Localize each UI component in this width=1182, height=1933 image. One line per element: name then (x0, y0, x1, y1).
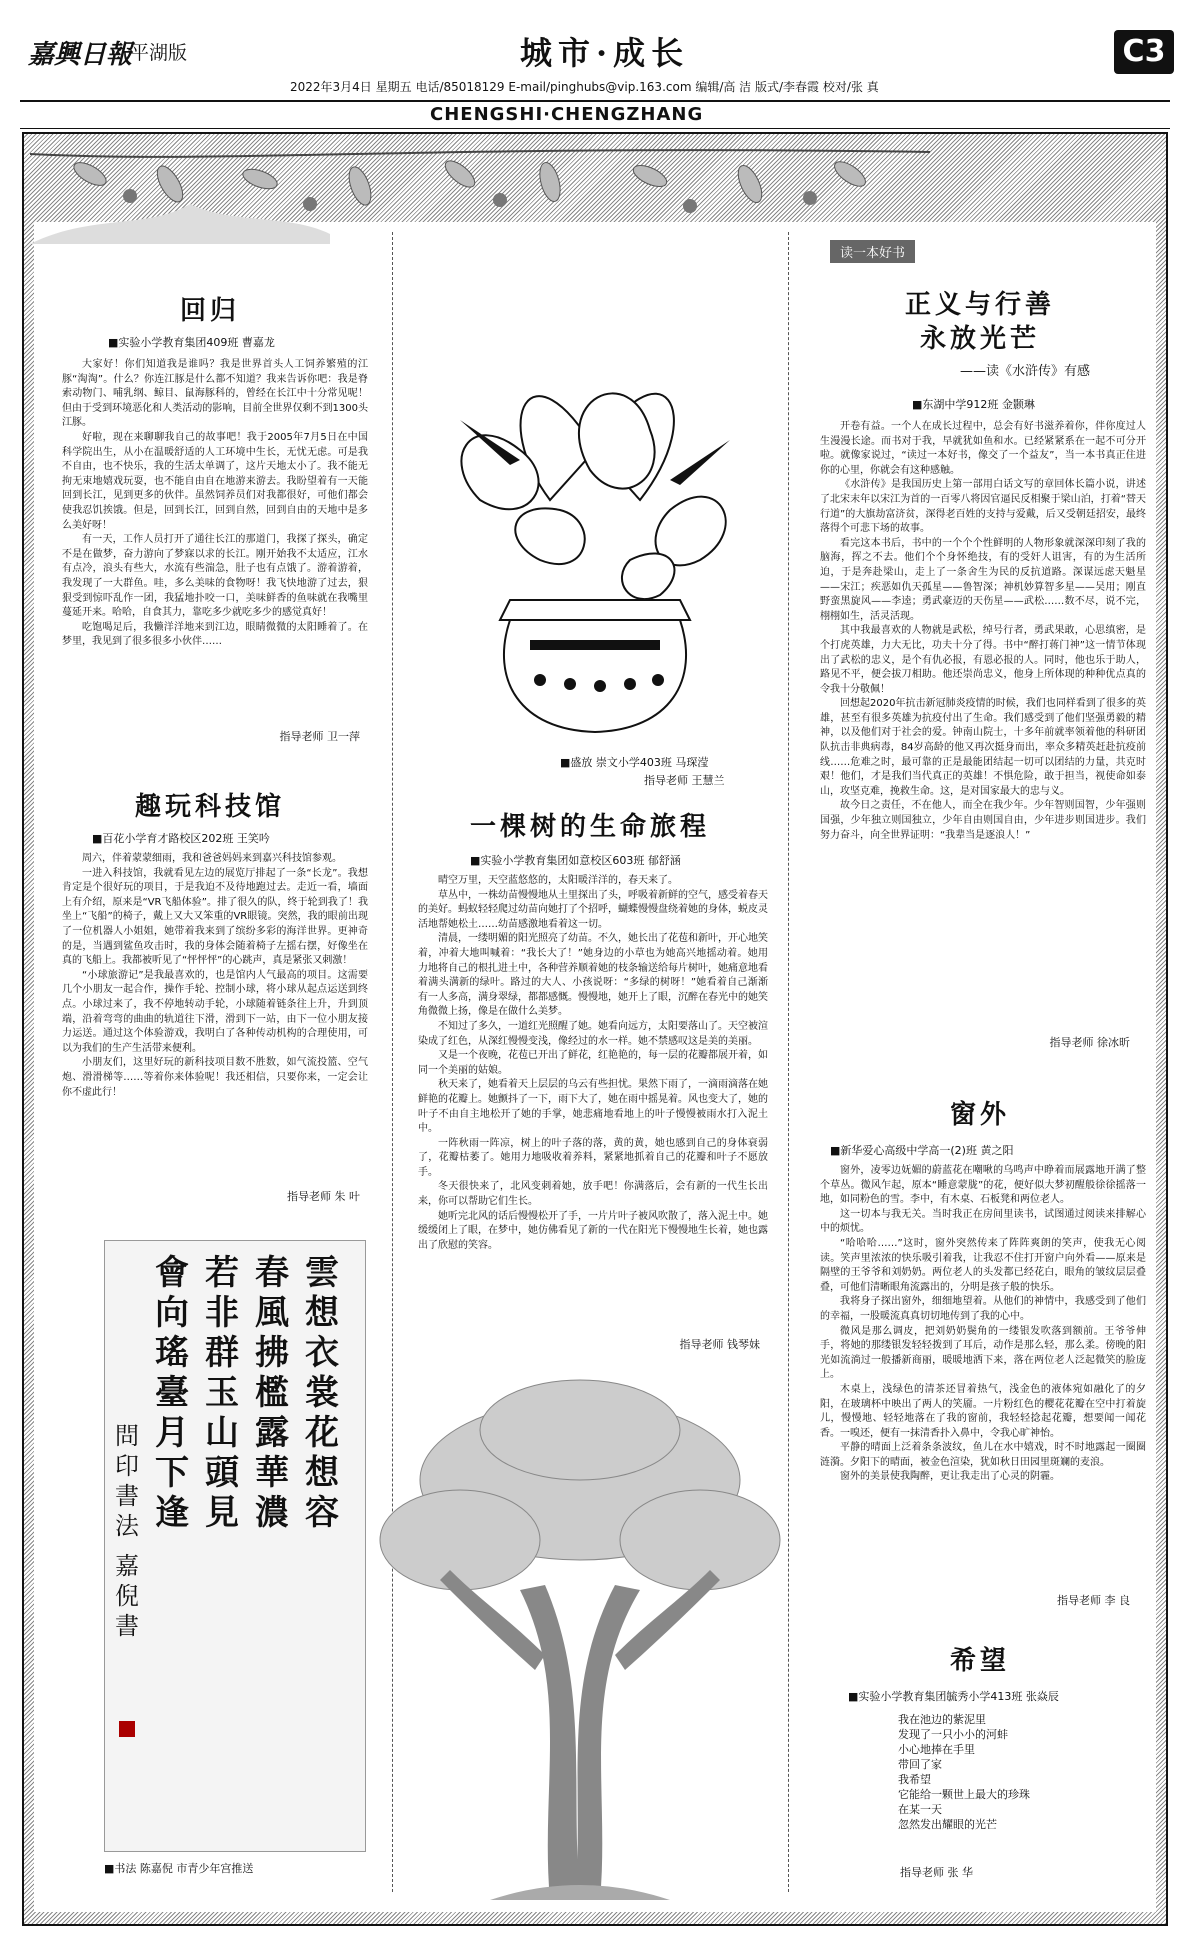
paragraph: 木桌上，浅绿色的清茶还冒着热气，浅金色的液体宛如融化了的夕阳，在玻璃杯中映出了两人的笑靥。一片粉红色的樱花花瓣在空中打着旋儿，慢慢地、轻轻地落在了我的窗前，我轻轻捻起花瓣，想要闻一闻花香。一嗅还，便有一抹清香扑入鼻中，令我心旷神怡。 (820, 1383, 1146, 1439)
article-teacher: 指导老师 李 良 (1057, 1594, 1130, 1607)
article-teacher: 指导老师 钱琴妹 (679, 1338, 760, 1351)
article-byline: ■实验小学教育集团如意校区603班 郁舒涵 (470, 854, 681, 867)
calligraphy-column: 春風拂檻露華濃 (255, 1253, 289, 1533)
poem-line: 忽然发出耀眼的光芒 (898, 1818, 997, 1831)
calligraphy-column: 雲想衣裳花想容 (305, 1253, 339, 1533)
masthead-meta: 2022年3月4日 星期五 电话/85018129 E-mail/pinghubs@vip.163.com 编辑/高 洁 版式/李春霞 校对/张 真 (290, 80, 879, 94)
poem-line: 我希望 (898, 1773, 931, 1786)
paragraph: 大家好！你们知道我是谁吗？我是世界首头人工饲养繁殖的江豚“淘淘”。什么？你连江豚是什么都不知道？我来告诉你吧：我是脊索动物门、哺乳纲、鲸目、鼠海豚科的，曾经在长江中十分常见呢！但由于受到环境恶化和人类活动的影响，目前全世界仅剩不到1300头江豚。 (62, 359, 368, 429)
paragraph: 清晨，一缕明媚的阳光照亮了幼苗。不久，她长出了花苞和新叶，开心地笑着，冲着大地叫喊着：“我长大了！”她身边的小草也为她高兴地摇动着。她用力地将自己的根扎进土中，各种营养顺着她的枝条输送给每片树叶，她痛意地看着满头满新的绿叶。路过的大人、小孩说呀：“多绿的树呀！”她看着自己渐渐有一人多高，满身翠绿，都都感慨。慢慢地，她开上了眼，沉醉在春光中的她笑角微微上扬，像是在做什么美梦。 (418, 933, 768, 1018)
section-pinyin: CHENGSHI·CHENGZHANG (430, 104, 704, 125)
branch-decoration-icon (30, 134, 930, 244)
paragraph: 故今日之责任，不在他人，而全在我少年。少年智则国智，少年强则国强，少年独立则国独立，少年自由则国自由，少年进步则国进步。我们努力奋斗，向全世界证明：“我辈当是逐浪人！” (820, 800, 1146, 841)
paragraph: 窗外的美景使我陶醉，更让我走出了心灵的阴霾。 (840, 1471, 1060, 1483)
drawing-caption: ■盛放 崇文小学403班 马琛滢 (560, 756, 709, 769)
poem-line: 它能给一颗世上最大的珍珠 (898, 1788, 1030, 1801)
paragraph: 好啦，现在来聊聊我自己的故事吧！我于2005年7月5日在中国科学院出生，从小在温暖舒适的人工环境中生长，无忧无虑。可是我不自由，也不快乐，我的生活太单调了，这片天地太小了。我不能无拘无束地嬉戏玩耍，也不能自由自在地游来游去。我盼望着有一天能回到长江，见到更多的伙伴。虽然饲养员们对我都很好，可他们都会使我忍饥挨饿。但是，回到长江，回到自然，回到自由的天地中是多么美好呀！ (62, 431, 368, 531)
article-teacher: 指导老师 徐冰昕 (1049, 1036, 1130, 1049)
header-rule-thin (20, 128, 1170, 129)
calligraphy-column: 若非群玉山頭見 (205, 1253, 239, 1533)
header-rule (20, 100, 1170, 102)
paragraph: 开卷有益。一个人在成长过程中，总会有好书滋养着你，伴你度过人生漫漫长途。而书对于我，早就犹如鱼和水。已经紧紧系在一起不可分开啦。就像家说过，“读过一本好书，像交了一个益友”，当一本书真正住进你的心里，你就会有这种感触。 (820, 421, 1146, 476)
paragraph: 回想起2020年抗击新冠肺炎疫情的时候，我们也同样看到了很多的英雄，甚至有很多英雄为抗疫付出了生命。我们感受到了他们坚强勇毅的精神，以及他们对于社会的爱。钟南山院士，十多年前就率领着他的科研团队抗击非典病毒，84岁高龄的他又再次挺身而出，率众多精英赶赴抗疫前线……危难之时，最可靠的正是最能团结起一切可以团结的力量，共克时艰！他们，才是我们当代真正的英雄！不惧危险，敢于担当，视使命如泰山，攻坚克难，挽救生命。这，是对国家最大的忠与义。 (820, 698, 1146, 797)
paragraph: 这一切本与我无关。当时我正在房间里读书，试图通过阅读来排解心中的烦忧。 (820, 1208, 1146, 1235)
article-body (820, 420, 1146, 843)
article-title: 趣玩科技馆 (134, 792, 285, 822)
article-teacher: 指导老师 张 华 (900, 1866, 973, 1879)
poem-line: 小心地捧在手里 (898, 1743, 975, 1756)
paragraph: 微风是那么调皮，把刘奶奶鬓角的一缕银发吹落到额前。王爷爷伸手，将她的那缕银发轻轻拨到了耳后，动作是那么轻，那么柔。傍晚的阳光如流淌过一般播新商丽，暖暖地洒下来，落在两位老人泛起微笑的脸庞上。 (820, 1325, 1146, 1381)
calligraphy-artwork (104, 1240, 366, 1852)
calligraphy-signature: 嘉倪書 (115, 1552, 139, 1640)
article-body (62, 852, 368, 1100)
article-body (418, 874, 768, 1253)
article-byline: ■百花小学育才路校区202班 王笑吟 (92, 832, 270, 845)
paragraph: 《水浒传》是我国历史上第一部用白话文写的章回体长篇小说，讲述了北宋末年以宋江为首的一百零八将因官逼民反相聚于梁山泊，打着“替天行道”的大旗劫富济贫，深得老百姓的支持与爱戴，后又受朝廷招安，最终落得个可悲下场的故事。 (820, 479, 1146, 535)
paragraph: 不知过了多久，一道红光照醒了她。她看向远方，太阳要落山了。天空被渲染成了红色，从深红慢慢变浅，像经过的水一样。她不禁感叹这是美的美丽。 (418, 1020, 768, 1047)
paragraph: 小朋友们，这里好玩的新科技项目数不胜数，如气流投篮、空气炮、滑滑梯等……等着你来体验呢！我还相信，只要你来，一定会让你不虚此行！ (62, 1057, 368, 1098)
paragraph: 一进入科技馆，我就看见左边的展览厅排起了一条“长龙”。我想肯定是个很好玩的项目，于是我迫不及待地跑过去。走近一看，墙面上有介绍，原来是“VR飞船体验”。排了很久的队，终于轮到我了！我坐上“飞船”的椅子，戴上又大又笨重的VR眼镜。突然，我的眼前出现了一位机器人小姐姐，她带着我来到了缤纷多彩的海洋世界。更神奇的是，当遇到鲨鱼攻击时，我的身体会随着椅子左摇右摆，好像坐在真的飞船上。我都被听见了“怦怦怦”的心跳声，真是紧张又刺激！ (62, 867, 368, 967)
paragraph: 一阵秋雨一阵凉，树上的叶子落的落，黄的黄，她也感到自己的身体衰弱了，花瓣枯萎了。她用力地吸收着养料，紧紧地抓着自己的花瓣和叶子不愿放手。 (418, 1137, 768, 1178)
article-subtitle: ——读《水浒传》有感 (960, 364, 1091, 379)
article-body (62, 358, 368, 650)
calligraphy-signature: 問印書法 (115, 1422, 139, 1540)
edition-label: 平湖版 (130, 42, 188, 64)
paragraph: 吃饱喝足后，我懒洋洋地来到江边，眼睛微微的太阳睡着了。在梦里，我见到了很多很多小伙伴…… (62, 621, 368, 648)
column-tag: 读一本好书 (830, 240, 915, 263)
paragraph: 我将身子探出窗外，细细地望着。从他们的神情中，我感受到了他们的幸福，一股暖流真真切切地传到了我的心中。 (820, 1296, 1146, 1322)
paragraph: 草丛中，一株幼苗慢慢地从土里探出了头，呼吸着新鲜的空气，感受着春天的美好。蚂蚁轻轻爬过幼苗向她打了个招呼，蝴蝶慢慢盘绕着她的身体，蜕皮灵活地帮她松土……幼苗感激地看着这一切。 (418, 889, 768, 930)
article-title: 一棵树的生命旅程 (469, 812, 710, 842)
article-byline: ■东湖中学912班 金颢琳 (912, 398, 1035, 411)
article-byline: ■实验小学教育集团毓秀小学413班 张焱辰 (848, 1690, 1059, 1703)
article-title: 希望 (949, 1646, 1010, 1676)
paragraph: 晴空万里，天空蓝悠悠的，太阳暖洋洋的，春天来了。 (438, 875, 678, 886)
drawing-teacher: 指导老师 王慧兰 (644, 774, 725, 787)
poem-line: 在某一天 (898, 1803, 942, 1816)
article-teacher: 指导老师 卫一萍 (279, 730, 360, 743)
paragraph: 有一天，工作人员打开了通往长江的那道门，我探了探头，确定不是在做梦，奋力游向了梦寐以求的长江。刚开始我不太适应，江水有点冷，浪头有些大，水流有些湍急，肚子也有点饿了。游着游着，我发现了一大群鱼。哇，多么美味的食物呀！我飞快地游了过去，狠狠受到惊吓乱作一团，我猛地扑咬一口，美味鲜香的鱼味就在我嘴里蔓延开来。哈哈，自食其力，靠吃多少就吃多少的感觉真好！ (62, 534, 368, 619)
article-title: 窗外 (949, 1100, 1010, 1130)
poem-body (898, 1712, 1138, 1832)
paragraph: 其中我最喜欢的人物就是武松，绰号行者，勇武果敢，心思缜密，是个打虎英雄，力大无比，功夫十分了得。书中“醉打蒋门神”这一情节体现出了武松的忠义，是个有仇必报，有恩必报的人。同时，他也乐于助人，路见不平，便会拔刀相助。他还崇尚忠义，他身上所体现的种种优点真的令我十分敬佩！ (820, 625, 1146, 695)
paragraph: “哈哈哈……”这时，窗外突然传来了阵阵爽朗的笑声，使我无心阅读。笑声里浓浓的快乐吸引着我，让我忍不住打开窗户向外看——原来是隔壁的王爷爷和刘奶奶。两位老人的头发都已经花白，眼角的皱纹层层叠叠，可他们清晰眼角流露出的，分明是孩子般的快乐。 (820, 1237, 1146, 1293)
paragraph: 周六，伴着蒙蒙细雨，我和爸爸妈妈来到嘉兴科技馆参观。 (82, 853, 342, 864)
flower-vase-drawing-icon (430, 300, 760, 740)
article-title: 回归 (179, 296, 240, 326)
paragraph: 平静的晴面上泛着条条波纹，鱼儿在水中嬉戏，时不时地露起一圈圈涟漪。夕阳下的晴面，被金色渲染，犹如秋日田园里斑斓的麦浪。 (820, 1442, 1146, 1468)
tree-illustration-icon (370, 1370, 790, 1910)
article-teacher: 指导老师 朱 叶 (287, 1190, 360, 1203)
paragraph: 秋天来了，她看着天上层层的乌云有些担忧。果然下雨了，一滴雨滴落在她鲜艳的花瓣上。她颤抖了一下，雨下大了，她在雨中摇晃着。风也变大了，她的叶子不由自主地松开了她的手掌，她悲痛地看地上的叶子慢慢被雨水打入泥土中。 (418, 1079, 768, 1135)
seal-stamp-icon (119, 1721, 135, 1737)
calligraphy-caption: ■书法 陈嘉倪 市青少年宫推送 (104, 1862, 254, 1875)
poem-line: 发现了一只小小的河蚌 (898, 1728, 1008, 1741)
paragraph: 冬天很快来了，北风变刺着她，放手吧！你满落后，会有新的一代生长出来，你可以帮助它们生长。 (418, 1181, 768, 1208)
article-title: 永放光芒 (919, 324, 1040, 354)
paragraph: 又是一个夜晚，花苞已开出了鲜花，红艳艳的，每一层的花瓣都展开着，如同一个美丽的姑娘。 (418, 1050, 768, 1076)
paragraph: 她听完北风的话后慢慢松开了手，一片片叶子被风吹散了，落入泥土中。她缓缓闭上了眼，在梦中，她仿佛看见了新的一代在阳光下慢慢地生长着，她也露出了欣慰的笑容。 (418, 1210, 768, 1251)
paragraph: 看完这本书后，书中的一个个个性鲜明的人物形象就深深印刻了我的脑海，挥之不去。他们个个身怀绝技，有的受奸人诅害，有的为生活所迫，于是奔赴梁山，走上了一条舍生为民的反抗道路。深谋远虑天魁星——宋江；疾恶如仇天孤星——鲁智深；神机妙算智多星——吴用；刚直野蛮黑旋风——李逵；勇武豪迈的天伤星——武松……数不尽，说不完，栩栩如生，活灵活现。 (820, 537, 1146, 622)
newspaper-logo: 嘉興日報 (28, 40, 133, 70)
article-body (820, 1164, 1146, 1485)
article-title: 正义与行善 (904, 290, 1055, 320)
article-byline: ■新华爱心高级中学高一(2)班 黄之阳 (830, 1144, 1014, 1157)
page-number-badge: C3 (1114, 30, 1174, 74)
paragraph: 窗外，凌零边妩媚的蔚蓝花在嘲啾的乌鸣声中睁着而展露地开满了整个草丛。微风乍起，原本“睡意蒙胧”的花，便好似大梦初醒般徐徐摇落一地，如同粉色的雪。李中，有木桌、石板凳和两位老人。 (820, 1165, 1146, 1206)
article-byline: ■实验小学教育集团409班 曹嘉龙 (108, 336, 275, 349)
calligraphy-column: 會向瑤臺月下逢 (155, 1253, 189, 1533)
poem-line: 带回了家 (898, 1758, 942, 1771)
section-title: 城市·成长 (520, 34, 690, 72)
poem-line: 我在池边的紫泥里 (898, 1713, 986, 1726)
paragraph: “小球旅游记”是我最喜欢的，也是馆内人气最高的项目。这需要几个小朋友一起合作，操作手轮、控制小球，将小球从起点运送到终点。小球过来了，我不停地转动手轮，小球随着链条往上升，升到顶端，沿着弯弯的曲曲的轨道往下滑，滑到下一站，由下一位小朋友接力运送。通过这个体验游戏，我明白了各种传动机构的合理使用，可以为我们的生产生活带来便利。 (62, 969, 368, 1054)
